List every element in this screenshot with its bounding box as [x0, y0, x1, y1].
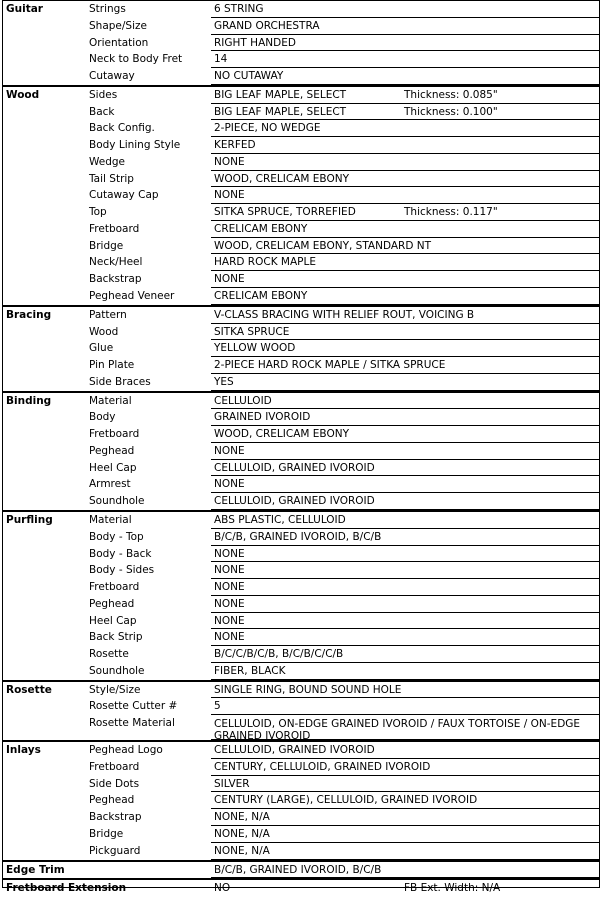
- spec-value: SITKA SPRUCE: [214, 325, 290, 338]
- spec-label: Fretboard: [89, 428, 140, 441]
- spec-row: [3, 18, 599, 35]
- spec-value: CELLULOID, GRAINED IVOROID: [214, 495, 375, 508]
- spec-label: Side Dots: [89, 777, 140, 790]
- spec-value-cell: [211, 759, 599, 776]
- section-title: Edge Trim: [6, 863, 65, 876]
- spec-row: [3, 460, 599, 477]
- section-title: Purfling: [6, 513, 53, 526]
- spec-value: NONE: [214, 444, 245, 457]
- spec-label: Body Lining Style: [89, 139, 181, 152]
- spec-value-cell: [211, 104, 599, 121]
- spec-row: [3, 826, 599, 843]
- spec-value-cell: [211, 374, 599, 391]
- spec-label: Heel Cap: [89, 461, 137, 474]
- spec-value: NONE, N/A: [214, 827, 270, 840]
- spec-value-cell: [211, 443, 599, 460]
- spec-value: NONE: [214, 273, 245, 286]
- spec-label: Body - Top: [89, 530, 144, 543]
- spec-row: [3, 154, 599, 171]
- spec-value-cell: [211, 843, 599, 860]
- section-title: Guitar: [6, 3, 43, 15]
- spec-value: NONE, N/A: [214, 844, 270, 857]
- spec-value: CRELICAM EBONY: [214, 222, 308, 235]
- spec-row: [3, 809, 599, 826]
- spec-row: [3, 715, 599, 743]
- spec-row: [3, 409, 599, 426]
- spec-value: WOOD, CRELICAM EBONY, STANDARD NT: [214, 239, 432, 252]
- spec-row: [3, 288, 599, 305]
- spec-value: V-CLASS BRACING WITH RELIEF ROUT, VOICING B: [214, 308, 475, 321]
- spec-sheet: [2, 0, 600, 895]
- spec-section: [3, 0, 599, 85]
- spec-label: Tail Strip: [89, 172, 134, 185]
- spec-value: B/C/B, GRAINED IVOROID, B/C/B: [214, 863, 382, 876]
- spec-extra: Thickness: 0.100": [404, 105, 498, 118]
- spec-value: KERFED: [214, 139, 256, 152]
- spec-value-cell: [211, 682, 599, 699]
- spec-value-cell: [211, 271, 599, 288]
- spec-section: [3, 305, 599, 391]
- spec-row: [3, 579, 599, 596]
- spec-row: [3, 35, 599, 52]
- spec-value-cell: [211, 137, 599, 154]
- spec-value-cell: [211, 254, 599, 271]
- spec-value-cell: [211, 68, 599, 85]
- spec-value: NONE: [214, 155, 245, 168]
- spec-value-cell: [211, 862, 599, 879]
- spec-value: NONE: [214, 189, 245, 202]
- spec-label: Backstrap: [89, 273, 142, 286]
- spec-value: B/C/C/B/C/B, B/C/B/C/C/B: [214, 648, 344, 661]
- spec-label: Wedge: [89, 155, 126, 168]
- spec-value: SINGLE RING, BOUND SOUND HOLE: [214, 683, 402, 696]
- spec-value: WOOD, CRELICAM EBONY: [214, 172, 349, 185]
- spec-value-cell: [211, 792, 599, 809]
- spec-label: Style/Size: [89, 683, 141, 696]
- spec-value-cell: [211, 460, 599, 477]
- spec-value-cell: [211, 646, 599, 663]
- spec-row: [3, 204, 599, 221]
- section-title: Wood: [6, 88, 40, 101]
- spec-label: Backstrap: [89, 811, 142, 824]
- spec-label: Pickguard: [89, 844, 141, 857]
- spec-value: NONE: [214, 547, 245, 560]
- spec-value-cell: [211, 613, 599, 630]
- spec-row: [3, 221, 599, 238]
- section-title: Fretboard Extension: [6, 882, 127, 895]
- spec-value: 2-PIECE, NO WEDGE: [214, 122, 321, 135]
- spec-value-cell: [211, 120, 599, 137]
- spec-label: Wood: [89, 325, 119, 338]
- spec-section: [3, 510, 599, 680]
- spec-value: GRAINED IVOROID: [214, 411, 311, 424]
- spec-row: [3, 443, 599, 460]
- spec-value-cell: [211, 715, 599, 743]
- spec-value: SILVER: [214, 777, 250, 790]
- spec-row: [3, 87, 599, 104]
- spec-row: [3, 596, 599, 613]
- spec-value: CELLULOID, GRAINED IVOROID: [214, 461, 375, 474]
- spec-value-cell: [211, 409, 599, 426]
- spec-label: Rosette Cutter #: [89, 700, 178, 713]
- spec-label: Cutaway Cap: [89, 189, 159, 202]
- spec-label: Glue: [89, 342, 114, 355]
- spec-label: Top: [89, 206, 107, 219]
- spec-value: YES: [214, 375, 234, 388]
- spec-value: CELLULOID, GRAINED IVOROID: [214, 744, 375, 757]
- spec-label: Peghead Logo: [89, 744, 163, 757]
- spec-value-cell: [211, 596, 599, 613]
- spec-section: [3, 860, 599, 879]
- spec-value-cell: [211, 324, 599, 341]
- spec-value-cell: [211, 546, 599, 563]
- spec-value: 5: [214, 700, 221, 713]
- spec-row: [3, 51, 599, 68]
- spec-value: CENTURY, CELLULOID, GRAINED IVOROID: [214, 760, 431, 773]
- spec-value-cell: [211, 87, 599, 104]
- section-title: Inlays: [6, 744, 41, 757]
- spec-row: [3, 512, 599, 529]
- spec-value: WOOD, CRELICAM EBONY: [214, 428, 349, 441]
- spec-label: Fretboard: [89, 581, 140, 594]
- spec-value: SITKA SPRUCE, TORREFIED: [214, 206, 356, 219]
- spec-value: B/C/B, GRAINED IVOROID, B/C/B: [214, 530, 382, 543]
- spec-row: [3, 171, 599, 188]
- spec-value-cell: [211, 340, 599, 357]
- spec-value-cell: [211, 204, 599, 221]
- spec-value-cell: [211, 826, 599, 843]
- spec-row: [3, 254, 599, 271]
- spec-row: [3, 562, 599, 579]
- spec-value: GRAND ORCHESTRA: [214, 19, 320, 32]
- spec-value-cell: [211, 171, 599, 188]
- spec-label: Back Config.: [89, 122, 155, 135]
- spec-row: [3, 426, 599, 443]
- spec-label: Pin Plate: [89, 359, 135, 372]
- spec-row: [3, 529, 599, 546]
- spec-value-cell: [211, 357, 599, 374]
- spec-value-cell: [211, 493, 599, 510]
- spec-row: [3, 663, 599, 680]
- spec-row: [3, 646, 599, 663]
- spec-value-cell: [211, 663, 599, 680]
- spec-label: Bridge: [89, 827, 124, 840]
- spec-label: Neck to Body Fret: [89, 53, 183, 66]
- spec-row: [3, 271, 599, 288]
- spec-value-cell: [211, 187, 599, 204]
- spec-label: Fretboard: [89, 222, 140, 235]
- spec-value-cell: [211, 562, 599, 579]
- spec-value: BIG LEAF MAPLE, SELECT: [214, 105, 347, 118]
- spec-row: [3, 613, 599, 630]
- spec-value-cell: [211, 512, 599, 529]
- spec-value: NONE: [214, 614, 245, 627]
- section-title: Rosette: [6, 683, 52, 696]
- spec-value-cell: [211, 238, 599, 255]
- spec-row: [3, 307, 599, 324]
- spec-extra: FB Ext. Width: N/A: [404, 882, 501, 895]
- spec-label: Back: [89, 105, 115, 118]
- spec-label: Body - Back: [89, 547, 152, 560]
- spec-row: [3, 120, 599, 137]
- spec-label: Peghead: [89, 794, 135, 807]
- spec-value: ABS PLASTIC, CELLULOID: [214, 513, 346, 526]
- spec-value-cell: [211, 476, 599, 493]
- spec-value-cell: [211, 18, 599, 35]
- spec-value: NONE: [214, 631, 245, 644]
- spec-row: [3, 1, 599, 18]
- spec-value: FIBER, BLACK: [214, 664, 286, 677]
- spec-value-cell: [211, 221, 599, 238]
- spec-row: [3, 682, 599, 699]
- spec-label: Soundhole: [89, 495, 145, 508]
- spec-value-cell: [211, 307, 599, 324]
- spec-value-cell: [211, 742, 599, 759]
- spec-label: Neck/Heel: [89, 256, 143, 269]
- spec-value-cell: [211, 880, 599, 897]
- spec-value-cell: [211, 809, 599, 826]
- spec-label: Bridge: [89, 239, 124, 252]
- spec-row: [3, 546, 599, 563]
- spec-value: CENTURY (LARGE), CELLULOID, GRAINED IVOROID: [214, 794, 478, 807]
- spec-value: CELLULOID: [214, 394, 272, 407]
- spec-label: Sides: [89, 88, 118, 101]
- spec-label: Orientation: [89, 36, 149, 49]
- spec-value: NONE: [214, 478, 245, 491]
- section-title: Bracing: [6, 308, 52, 321]
- spec-row: [3, 629, 599, 646]
- spec-label: Back Strip: [89, 631, 143, 644]
- spec-value: 14: [214, 53, 228, 66]
- spec-value-cell: [211, 154, 599, 171]
- spec-value: NO CUTAWAY: [214, 70, 284, 83]
- spec-row: [3, 792, 599, 809]
- spec-label: Material: [89, 394, 132, 407]
- spec-value-cell: [211, 579, 599, 596]
- spec-value-cell: [211, 393, 599, 410]
- spec-row: [3, 104, 599, 121]
- spec-value: NONE: [214, 564, 245, 577]
- spec-value-cell: [211, 698, 599, 715]
- spec-label: Shape/Size: [89, 19, 147, 32]
- spec-value: HARD ROCK MAPLE: [214, 256, 316, 269]
- spec-row: [3, 880, 599, 897]
- spec-row: [3, 137, 599, 154]
- spec-row: [3, 776, 599, 793]
- spec-section: [3, 740, 599, 859]
- spec-label: Peghead Veneer: [89, 290, 175, 303]
- spec-section: [3, 391, 599, 510]
- spec-value-cell: [211, 1, 599, 18]
- spec-label: Pattern: [89, 308, 127, 321]
- spec-row: [3, 393, 599, 410]
- spec-row: [3, 340, 599, 357]
- spec-label: Rosette: [89, 648, 129, 661]
- spec-section: [3, 85, 599, 305]
- spec-value: NO: [214, 882, 231, 895]
- spec-row: [3, 357, 599, 374]
- spec-label: Heel Cap: [89, 614, 137, 627]
- spec-value-cell: [211, 288, 599, 305]
- spec-value: NONE, N/A: [214, 811, 270, 824]
- spec-row: [3, 324, 599, 341]
- spec-value: CELLULOID, ON-EDGE GRAINED IVOROID / FAUX TORTOISE / ON-EDGE GRAINED IVOROID: [214, 718, 581, 743]
- spec-row: [3, 698, 599, 715]
- spec-label: Body: [89, 411, 116, 424]
- spec-value-cell: [211, 35, 599, 52]
- spec-value: 2-PIECE HARD ROCK MAPLE / SITKA SPRUCE: [214, 359, 446, 372]
- spec-extra: Thickness: 0.117": [404, 206, 498, 219]
- spec-value: YELLOW WOOD: [214, 342, 296, 355]
- spec-section: [3, 878, 599, 897]
- spec-value-cell: [211, 529, 599, 546]
- spec-row: [3, 742, 599, 759]
- spec-value: NONE: [214, 597, 245, 610]
- spec-row: [3, 843, 599, 860]
- spec-label: Body - Sides: [89, 564, 155, 577]
- spec-row: [3, 476, 599, 493]
- spec-value-cell: [211, 629, 599, 646]
- spec-value: NONE: [214, 581, 245, 594]
- spec-row: [3, 759, 599, 776]
- spec-label: Peghead: [89, 444, 135, 457]
- spec-value: CRELICAM EBONY: [214, 290, 308, 303]
- spec-row: [3, 68, 599, 85]
- spec-label: Fretboard: [89, 760, 140, 773]
- spec-label: Cutaway: [89, 70, 135, 83]
- spec-row: [3, 238, 599, 255]
- spec-row: [3, 493, 599, 510]
- spec-label: Rosette Material: [89, 717, 175, 730]
- spec-value-cell: [211, 51, 599, 68]
- spec-label: Material: [89, 513, 132, 526]
- spec-section: [3, 680, 599, 741]
- spec-label: Strings: [89, 3, 126, 15]
- spec-label: Soundhole: [89, 664, 145, 677]
- spec-row: [3, 187, 599, 204]
- spec-label: Peghead: [89, 597, 135, 610]
- spec-value-cell: [211, 776, 599, 793]
- spec-extra: Thickness: 0.085": [404, 88, 498, 101]
- spec-value: 6 STRING: [214, 3, 264, 15]
- section-title: Binding: [6, 394, 52, 407]
- spec-value: RIGHT HANDED: [214, 36, 296, 49]
- spec-row: [3, 862, 599, 879]
- spec-label: Side Braces: [89, 375, 151, 388]
- spec-row: [3, 374, 599, 391]
- spec-value-cell: [211, 426, 599, 443]
- spec-value: BIG LEAF MAPLE, SELECT: [214, 88, 347, 101]
- spec-label: Armrest: [89, 478, 131, 491]
